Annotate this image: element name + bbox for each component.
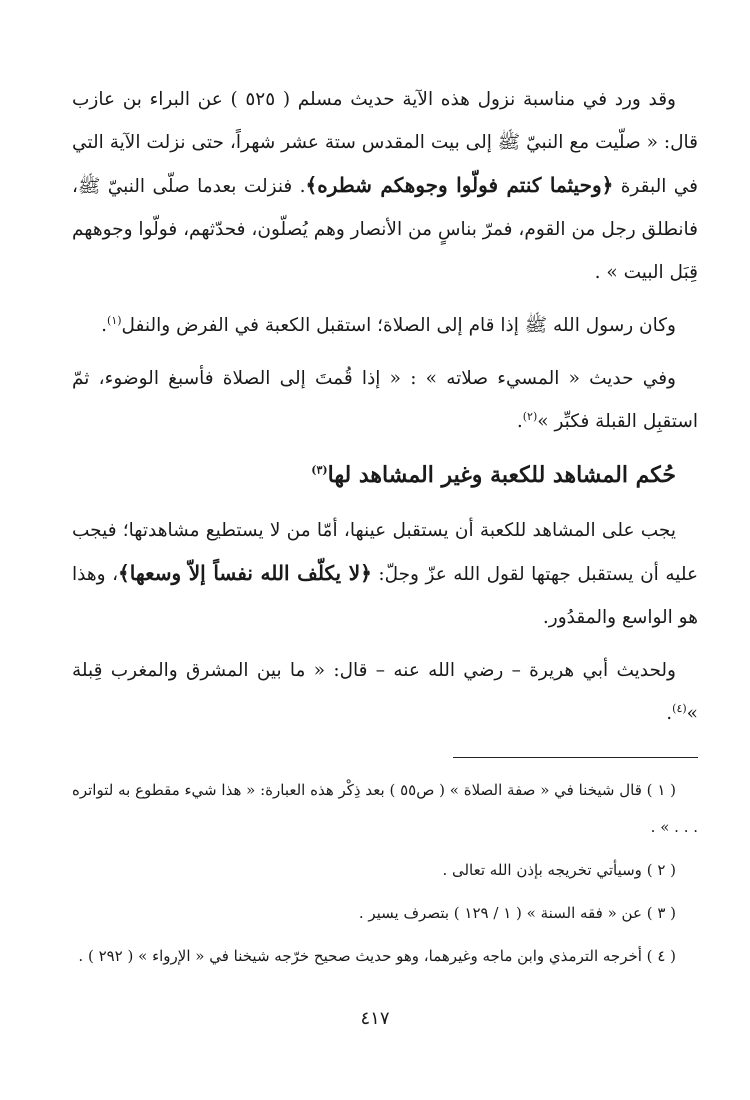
paragraph-text: وقد ورد في مناسبة نزول هذه الآية حديث مسلم ( ٥٢٥ ) عن البراء بن عازب قال: « صلّيت مع النبيّ ﷺ إلى بيت المقدس ستة عشر شهراً، حتى نزلت الآية التي في البقرة (72, 89, 699, 197)
footnotes (72, 772, 698, 975)
section-heading (72, 453, 676, 497)
paragraph-hadith-muslim (72, 78, 698, 294)
paragraph-text: وكان رسول الله ﷺ إذا قام إلى الصلاة؛ استقبل الكعبة في الفرض والنفل (121, 315, 676, 336)
paragraph-text: . (101, 315, 108, 336)
footnote-1: ( ١ ) قال شيخنا في « صفة الصلاة » ( ص٥٥ ) بعد ذِكْر هذه العبارة: « هذا شيء مقطوع به لتواتره . . . » . (72, 781, 698, 836)
paragraph-text: ، وهذا هو الواسع والمقدُور. (72, 564, 698, 628)
footnote-ref[interactable]: (١) (107, 313, 122, 327)
heading-text: حُكم المشاهد للكعبة وغير المشاهد لها (327, 462, 676, 488)
paragraph-prophet-practice (72, 304, 698, 347)
paragraph-hadith-abu-huraira (72, 649, 698, 735)
footnote-ref[interactable]: (٤) (672, 701, 687, 715)
footnote-4: ( ٤ ) أخرجه الترمذي وابن ماجه وغيرهما، وهو حديث صحيح خرّجه شيخنا في « الإرواء » ( ٢٩٢ ) . (78, 947, 676, 965)
footnote-ref[interactable]: (٣) (311, 463, 328, 477)
paragraph-hadith-musi (72, 357, 698, 443)
paragraph-text: . (516, 411, 523, 432)
paragraph-text: . فنزلت بعدما صلّى النبيّ ﷺ، فانطلق رجل من القوم، فمرّ بناسٍ من الأنصار وهم يُصلّون، فحدّثهم، فولّوا وجوههم قِبَل البيت » . (72, 176, 698, 283)
paragraph-text: يجب على المشاهد للكعبة أن يستقبل عينها، أمّا من لا يستطيع مشاهدتها؛ فيجب عليه أن يستقبل جهتها لقول الله عزّ وجلّ: (72, 520, 698, 585)
paragraph-text: ولحديث أبي هريرة – رضي الله عنه – قال: « ما بين المشرق والمغرب قِبلة » (72, 660, 698, 724)
paragraph-ruling (72, 509, 698, 639)
paragraph-text: . (666, 703, 673, 724)
footnote-divider (453, 757, 698, 758)
page-number: ٤١٧ (360, 1008, 390, 1029)
quran-verse: ﴿وحيثما كنتم فولّوا وجوهكم شطره﴾ (305, 173, 614, 197)
footnote-2: ( ٢ ) وسيأتي تخريجه بإذن الله تعالى . (442, 861, 676, 879)
paragraph-text: وفي حديث « المسيء صلاته » : « إذا قُمتَ إلى الصلاة فأسبغ الوضوء، ثمّ استقبِل القبلة فكبِّر » (72, 368, 698, 432)
quran-verse: ﴿لا يكلّف الله نفساً إلاّ وسعها﴾ (118, 561, 372, 585)
footnote-ref[interactable]: (٢) (522, 409, 538, 423)
footnote-3: ( ٣ ) عن « فقه السنة » ( ١ / ١٢٩ ) بتصرف يسير . (358, 904, 676, 922)
